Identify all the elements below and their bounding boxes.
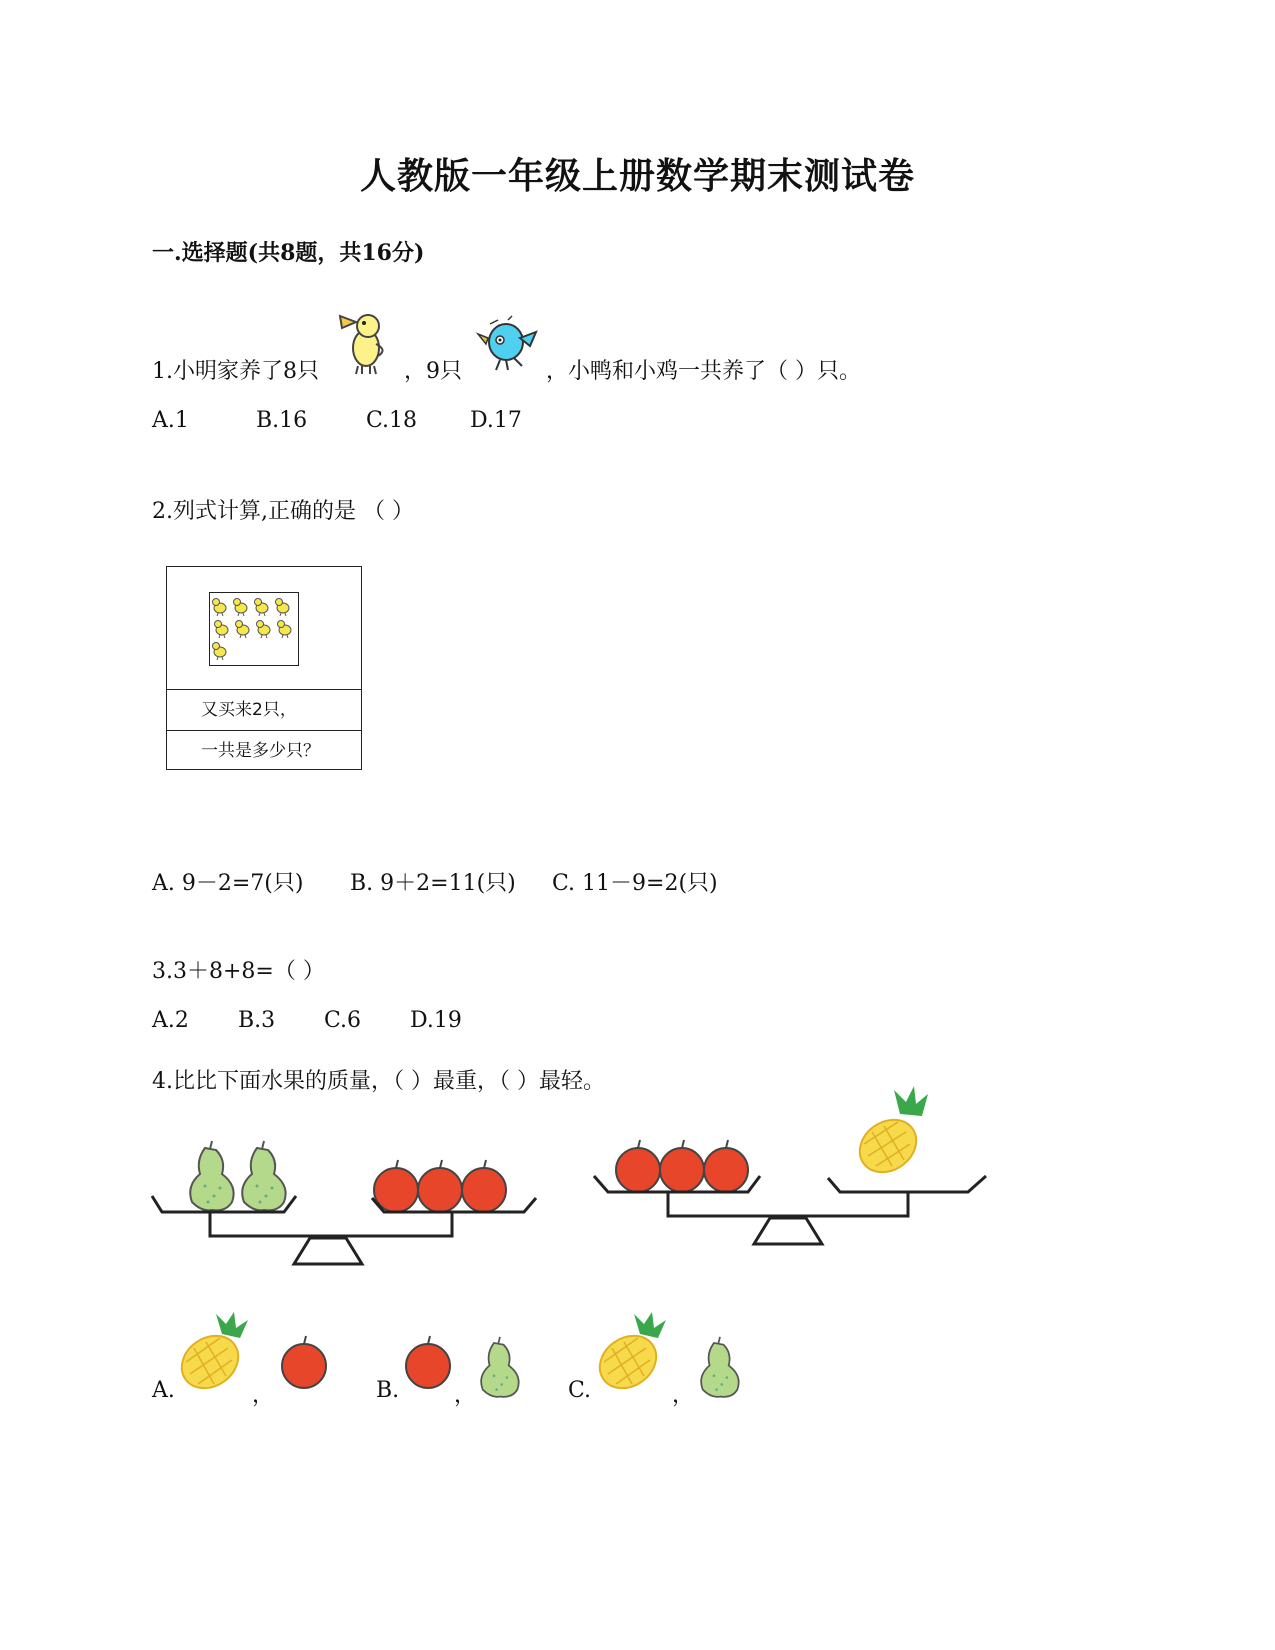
- chick-icon: [234, 599, 248, 617]
- q3-option-a[interactable]: A.2: [152, 1008, 189, 1033]
- q2-picture-row1: 又买来2只，: [167, 689, 361, 731]
- pineapple-icon: [594, 1314, 668, 1392]
- q4-option-a-separator: ，: [252, 1383, 275, 1408]
- chick-icon: [276, 599, 290, 617]
- q2-option-c[interactable]: C. 11－9=2(只): [552, 871, 718, 896]
- apple-icon: [418, 1160, 462, 1212]
- page-title: 人教版一年级上册数学期末测试卷: [359, 155, 915, 197]
- q4-option-c-label[interactable]: C.: [568, 1378, 592, 1403]
- balance-scale-1: [150, 1140, 570, 1280]
- pear-icon: [190, 1141, 233, 1210]
- q4-option-b-label[interactable]: B.: [376, 1378, 400, 1403]
- balance-scale-2: [592, 1086, 1012, 1236]
- chick-icon: [257, 621, 271, 639]
- q2-options: [152, 866, 718, 897]
- q3-option-b[interactable]: B.3: [238, 1008, 276, 1033]
- q1-options: [152, 408, 522, 433]
- chicks-group: [210, 593, 298, 665]
- q4-option-b-separator: ，: [454, 1383, 477, 1408]
- section-title: 一.选择题(共8题，共16分): [152, 240, 425, 266]
- q4-option-c-separator: ，: [672, 1383, 695, 1408]
- chick-icon: [236, 621, 250, 639]
- q4-stem: 4.比比下面水果的质量，（ ）最重，（ ）最轻。: [152, 1069, 605, 1094]
- q1-option-a[interactable]: A.1: [152, 408, 189, 433]
- q1-option-c[interactable]: C.18: [366, 408, 418, 433]
- apple-icon: [462, 1160, 506, 1212]
- apple-icon: [704, 1140, 748, 1192]
- pineapple-icon: [176, 1314, 250, 1392]
- q2-picture-card: [166, 566, 362, 770]
- pear-icon: [476, 1336, 524, 1400]
- apple-icon: [616, 1140, 660, 1192]
- q3-stem: 3.3＋8+8=（ ）: [152, 959, 325, 984]
- duck-icon: [338, 310, 402, 376]
- pear-icon: [242, 1141, 285, 1210]
- q4-option-a-label[interactable]: A.: [152, 1378, 175, 1403]
- pineapple-icon: [850, 1086, 928, 1183]
- apple-icon: [660, 1140, 704, 1192]
- q3-option-d[interactable]: D.19: [410, 1008, 462, 1033]
- q2-picture-row2: 一共是多少只？: [167, 730, 361, 770]
- pear-icon: [696, 1336, 744, 1400]
- bird-icon: [478, 316, 544, 374]
- q1-text-part2: ，9只: [404, 359, 462, 384]
- q1-text-part1: 1.小明家养了8只: [152, 359, 319, 384]
- q3-option-c[interactable]: C.6: [324, 1008, 362, 1033]
- apple-icon: [400, 1334, 456, 1390]
- q2-option-b[interactable]: B. 9＋2=11(只): [350, 871, 516, 896]
- chick-icon: [213, 643, 227, 661]
- chicks-image: [209, 592, 299, 666]
- chick-icon: [215, 621, 229, 639]
- q1-option-b[interactable]: B.16: [256, 408, 308, 433]
- q3-options: [152, 1008, 462, 1033]
- q1-option-d[interactable]: D.17: [470, 408, 522, 433]
- apple-icon: [276, 1334, 332, 1390]
- chick-icon: [278, 621, 292, 639]
- q2-stem: 2.列式计算,正确的是 （ ）: [152, 499, 414, 524]
- q1-text-part3: ，小鸭和小鸡一共养了（ ）只。: [546, 359, 861, 384]
- chick-icon: [213, 599, 227, 617]
- apple-icon: [374, 1160, 418, 1212]
- q2-option-a[interactable]: A. 9－2=7(只): [152, 871, 304, 896]
- chick-icon: [255, 599, 269, 617]
